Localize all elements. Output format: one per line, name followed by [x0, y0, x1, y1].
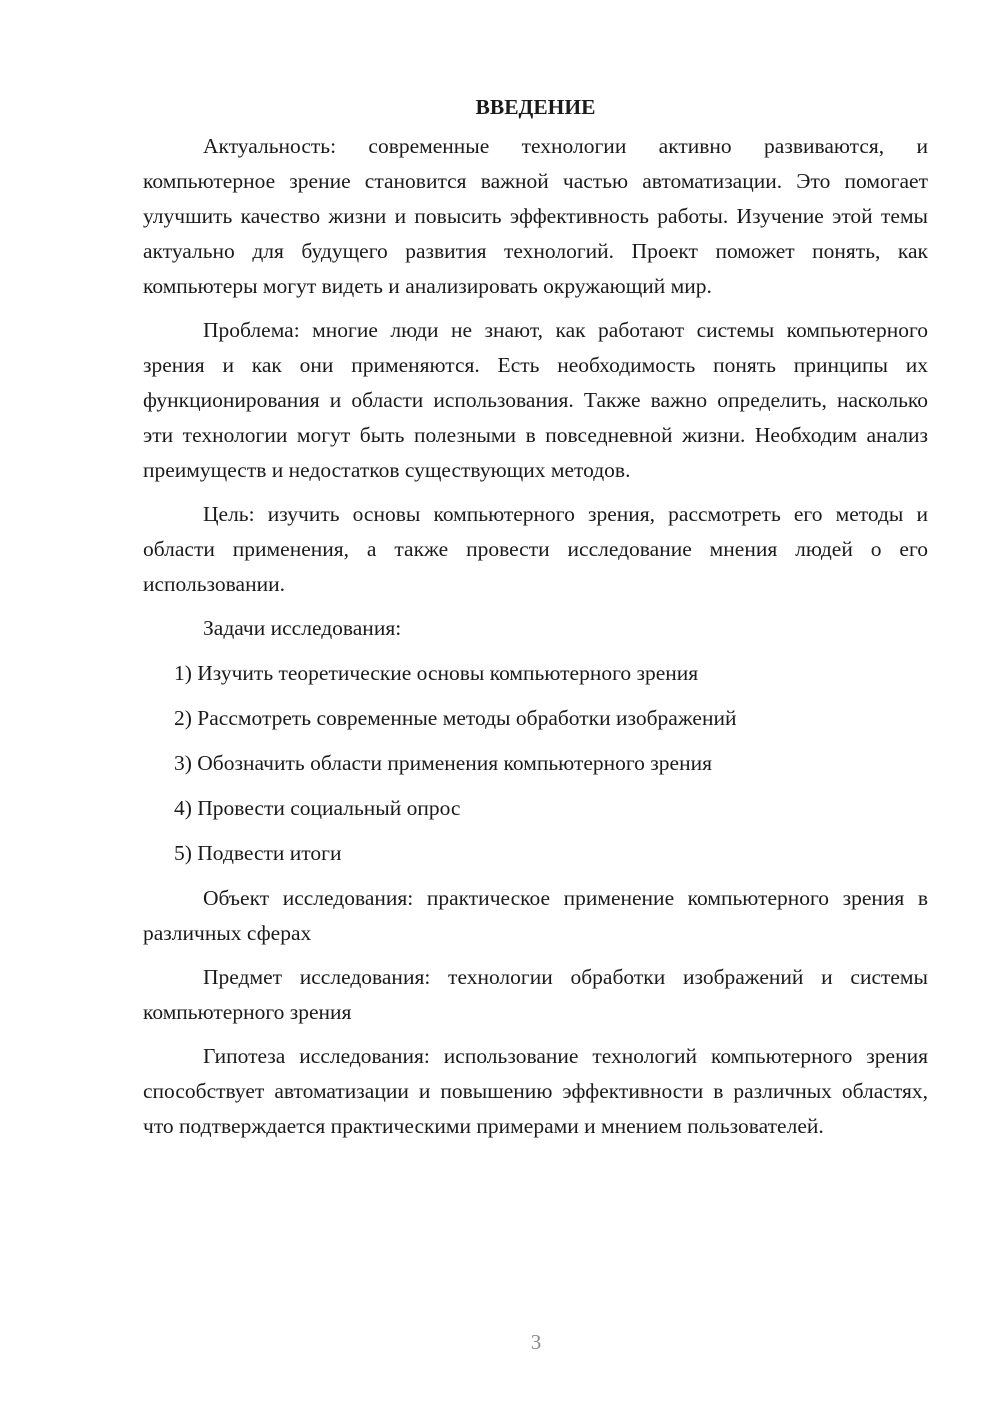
paragraph-problem: Проблема: многие люди не знают, как работают системы компьютерного зрения и как они применяются. Есть необходимость понять принципы их функционирования и области использования. Также важно определить, насколько эти технологии могут быть полезными в повседневной жизни. Необходим анализ преимуществ и недостатков существующих методов. [143, 318, 928, 482]
list-item: 5) Подвести итоги [174, 841, 342, 865]
list-item: 3) Обозначить области применения компьютерного зрения [174, 751, 712, 775]
page-number: 3 [530, 1330, 542, 1354]
section-heading: ВВЕДЕНИЕ [475, 95, 596, 119]
paragraph-relevance: Актуальность: современные технологии активно развиваются, и компьютерное зрение становится важной частью автоматизации. Это помогает улучшить качество жизни и повысить эффективность работы. Изучение этой темы актуально для будущего развития технологий. Проект поможет понять, как компьютеры могут видеть и анализировать окружающий мир. [143, 134, 928, 298]
list-item: 4) Провести социальный опрос [174, 796, 461, 820]
tasks-title: Задачи исследования: [203, 616, 402, 640]
paragraph-hypothesis: Гипотеза исследования: использование технологий компьютерного зрения способствует автоматизации и повышению эффективности в различных областях, что подтверждается практическими примерами и мнением пользователей. [143, 1044, 928, 1138]
paragraph-goal: Цель: изучить основы компьютерного зрения, рассмотреть его методы и области применения, а также провести исследование мнения людей о его использовании. [143, 502, 928, 596]
document-page [143, 90, 928, 1153]
list-item: 1) Изучить теоретические основы компьютерного зрения [174, 661, 699, 685]
tasks-list [143, 656, 928, 871]
list-item: 2) Рассмотреть современные методы обработки изображений [174, 706, 737, 730]
paragraph-object: Объект исследования: практическое применение компьютерного зрения в различных сферах [143, 886, 928, 945]
paragraph-subject: Предмет исследования: технологии обработки изображений и системы компьютерного зрения [143, 965, 928, 1024]
